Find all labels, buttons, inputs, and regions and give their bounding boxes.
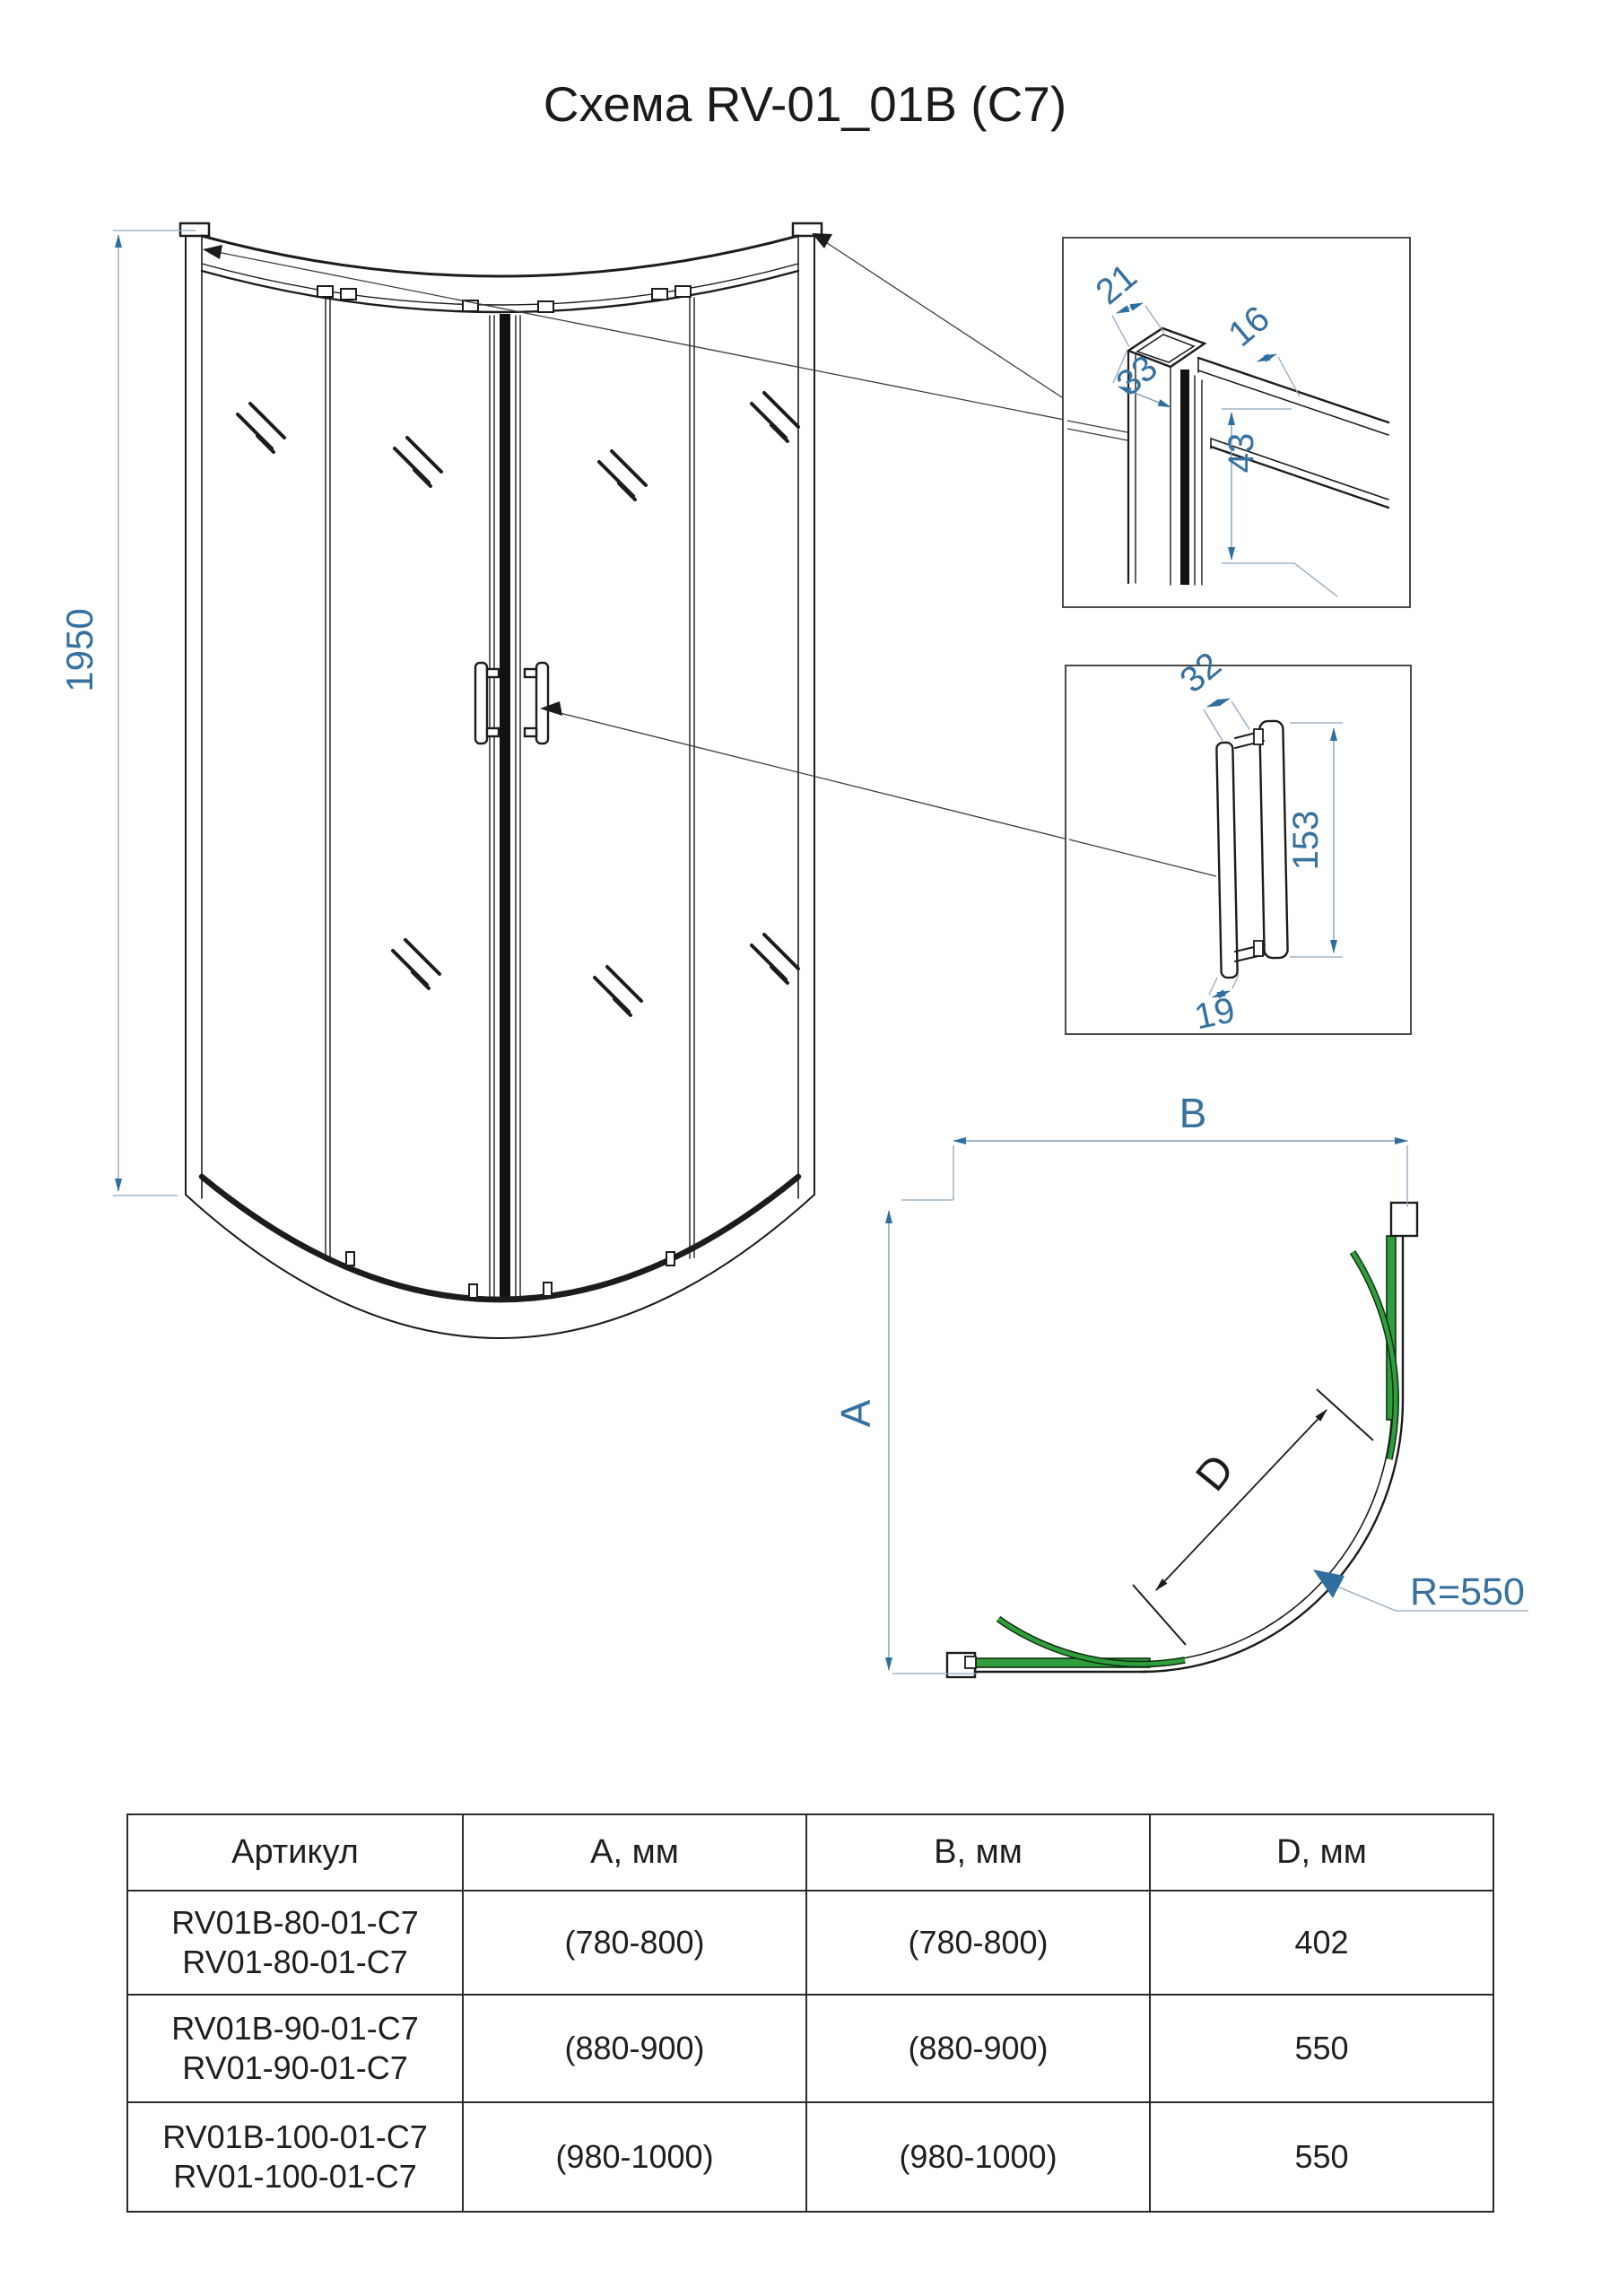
plan-view bbox=[832, 1090, 1528, 1677]
article-cell: RV01B-100-01-C7 RV01-100-01-C7 bbox=[127, 2102, 463, 2212]
header-article: Артикул bbox=[127, 1814, 463, 1891]
b-value-cell: (980-1000) bbox=[806, 2102, 1150, 2212]
table-row bbox=[127, 1891, 1493, 1995]
d-value-cell: 550 bbox=[1150, 2102, 1493, 2212]
article-cell: RV01B-80-01-C7 RV01-80-01-C7 bbox=[127, 1891, 463, 1995]
header-d-mm: D, мм bbox=[1150, 1814, 1493, 1891]
door-rollers bbox=[318, 286, 691, 312]
a-value-cell: (880-900) bbox=[463, 1995, 806, 2102]
height-dimension bbox=[58, 230, 196, 1196]
plan-dim-a: A bbox=[832, 1399, 879, 1428]
front-elevation-view bbox=[180, 223, 822, 1338]
handle-dim-153: 153 bbox=[1286, 810, 1326, 871]
header-b-mm: B, мм bbox=[806, 1814, 1150, 1891]
table-header-row bbox=[127, 1814, 1493, 1891]
handle-detail-box bbox=[1066, 645, 1411, 1038]
a-value-cell: (980-1000) bbox=[463, 2102, 806, 2212]
leader-arrowheads bbox=[203, 233, 832, 716]
b-value-cell: (780-800) bbox=[806, 1891, 1150, 1995]
left-wall-cap bbox=[180, 223, 209, 236]
header-a-mm: A, мм bbox=[463, 1814, 806, 1891]
b-value-cell: (880-900) bbox=[806, 1995, 1150, 2102]
a-value-cell: (780-800) bbox=[463, 1891, 806, 1995]
door-handles bbox=[475, 663, 548, 744]
plan-dim-d: D bbox=[1187, 1446, 1244, 1500]
height-dimension-label: 1950 bbox=[58, 608, 100, 692]
table-row bbox=[127, 2102, 1493, 2212]
specification-table bbox=[126, 1813, 1494, 2213]
glass-hatch-marks bbox=[238, 393, 798, 1015]
table-row bbox=[127, 1995, 1493, 2102]
glass-doors-green bbox=[976, 1236, 1396, 1667]
profile-detail-box bbox=[1063, 238, 1410, 607]
handle-dim-32: 32 bbox=[1172, 644, 1229, 701]
page-title: Схема RV-01_01B (C7) bbox=[543, 76, 1067, 132]
d-value-cell: 402 bbox=[1150, 1891, 1493, 1995]
d-value-cell: 550 bbox=[1150, 1995, 1493, 2102]
handle-dim-19: 19 bbox=[1190, 990, 1239, 1038]
profile-dim-16: 16 bbox=[1221, 298, 1277, 355]
article-cell: RV01B-90-01-C7 RV01-90-01-C7 bbox=[127, 1995, 463, 2102]
profile-dim-21: 21 bbox=[1088, 256, 1144, 313]
profile-dim-33: 33 bbox=[1109, 347, 1165, 404]
plan-radius-label: R=550 bbox=[1410, 1570, 1525, 1613]
plan-top-wall-cap bbox=[1391, 1203, 1417, 1236]
plan-dim-b: B bbox=[1179, 1090, 1207, 1136]
profile-dim-43: 43 bbox=[1222, 432, 1261, 474]
